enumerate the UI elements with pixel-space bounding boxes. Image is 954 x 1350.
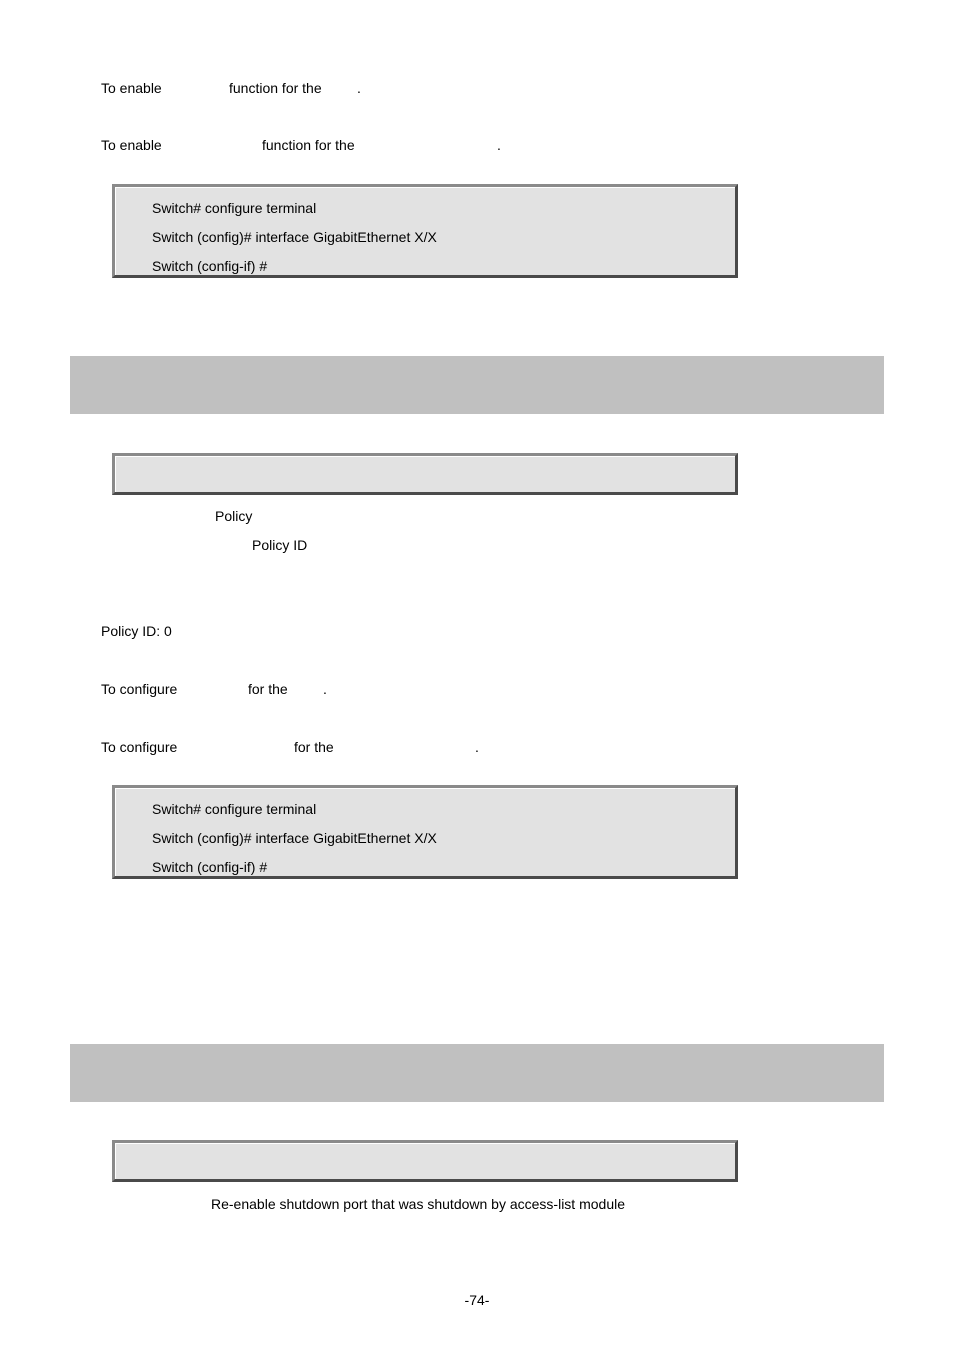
configure-text-1a: To configure <box>101 681 178 697</box>
enable-text-2a: To enable <box>101 137 162 153</box>
configure-text-1c: . <box>323 681 327 697</box>
code-line: Switch (config)# interface GigabitEthernet X/X <box>152 229 437 245</box>
section-header-band-2 <box>70 1044 884 1102</box>
code-line: Switch (config-if) # <box>152 859 268 875</box>
command-description: Re-enable shutdown port that was shutdown by access-list module <box>211 1196 625 1212</box>
configure-text-2c: . <box>475 739 479 755</box>
code-line: Switch (config-if) # <box>152 258 268 274</box>
enable-text-2b: function for the <box>262 137 355 153</box>
page-number: -74- <box>464 1292 490 1308</box>
command-syntax-box-1 <box>112 453 738 495</box>
parameter-policy-id: Policy ID <box>252 537 308 553</box>
configure-text-2b: for the <box>294 739 334 755</box>
enable-text-1c: . <box>357 80 361 96</box>
code-line: Switch# configure terminal <box>152 200 317 216</box>
configure-text-1b: for the <box>248 681 288 697</box>
code-line: Switch (config)# interface GigabitEthernet X/X <box>152 830 437 846</box>
enable-text-1b: function for the <box>229 80 322 96</box>
enable-text-2c: . <box>497 137 501 153</box>
example-code-box-1 <box>112 184 738 278</box>
code-line: Switch# configure terminal <box>152 801 317 817</box>
configure-text-2a: To configure <box>101 739 178 755</box>
default-value: Policy ID: 0 <box>101 623 172 639</box>
enable-text-1a: To enable <box>101 80 162 96</box>
parameter-policy: Policy <box>215 508 253 524</box>
section-header-band-1 <box>70 356 884 414</box>
example-code-box-2 <box>112 785 738 879</box>
command-syntax-box-2 <box>112 1140 738 1182</box>
